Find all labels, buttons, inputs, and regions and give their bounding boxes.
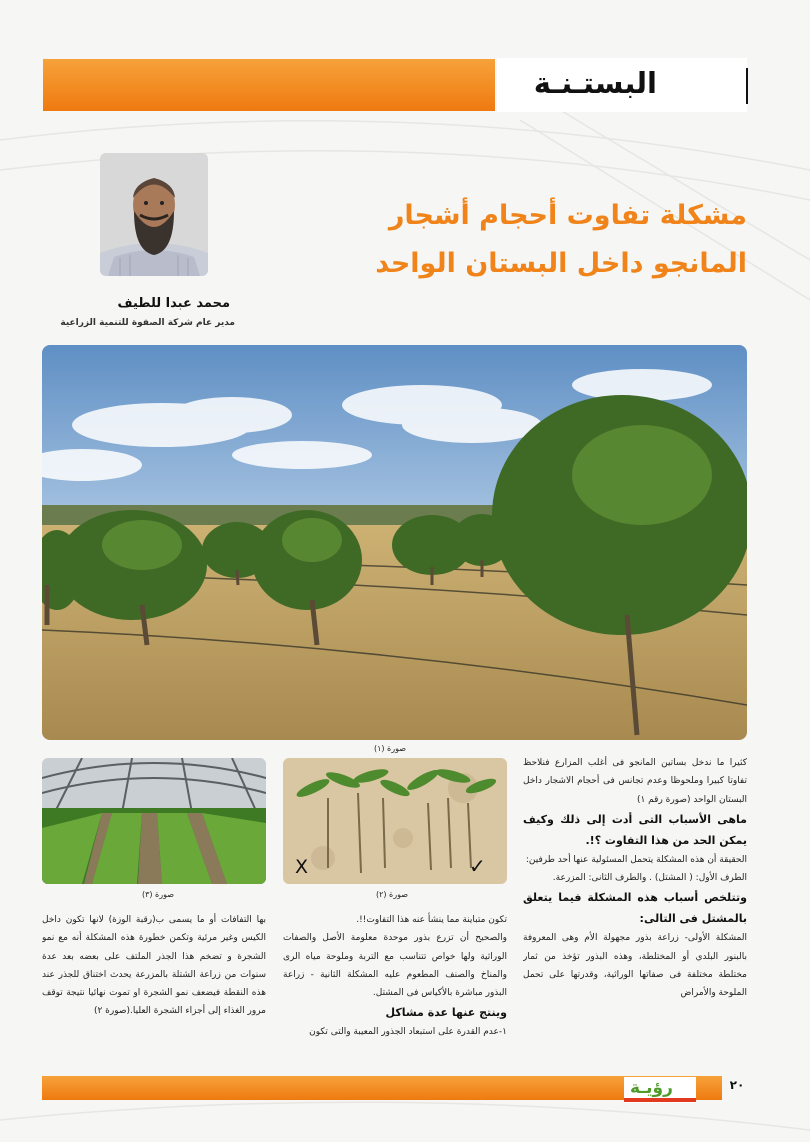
subheading: ماهى الأسباب التى أدت إلى ذلك وكيف يمكن الحد من هذا التفاوت ؟!. [523, 812, 747, 847]
article-column-right [523, 754, 747, 1064]
paragraph: والصحيح أن تزرع بذور موحدة معلومة الأصل والصفات الوراثية ولها خواص تتناسب مع التربة وملوحة مياه الرى والمناخ والصنف المطعوم عليه المشكلة الثانية - زراعة البذور مباشرة بالأكياس فى المشتل. [283, 933, 507, 999]
subheading: وتتلخص أسباب هذه المشكلة فيما يتعلق بالمشتل فى التالى: [523, 891, 747, 926]
footer-orange-bar [42, 1076, 722, 1100]
mango-orchard-photo [42, 345, 747, 740]
paragraph: بها التفافات أو ما يسمى ب(رقبة الوزة) لانها تكون داخل الكيس وغير مرئية وتكمن خطورة هذه المشكلة أنه مع نمو الشجرة و تضخم هذا الجذر الملتف على بعضه بعد عدة سنوات من زراعة الشتلة بالمزرعة يحدث اختناق للجذر عند هذه النقطة فيضعف نمو الشجرة او تموت نهائيا نتيجة توقف مرور الغذاء إلى أجزاء الشجرة العليا.(صورة ٢) [42, 915, 266, 1017]
page-number: ٢٠ [729, 1078, 745, 1092]
magazine-name: رؤيـة [630, 1078, 673, 1098]
paragraph: الطرف الأول: ( المشتل) . والطرف الثانى: المزرعة. [552, 873, 747, 884]
greenhouse-nursery-photo [42, 758, 266, 884]
article-column-left [42, 911, 266, 1061]
paragraph: الحقيقة أن هذه المشكلة يتحمل المسئولية عنها أحد طرفين: [525, 854, 747, 865]
subheading: وينتج عنها عدة مشاكل [385, 1006, 507, 1020]
author-role: مدير عام شركة الصفوة للتنمية الزراعية [60, 318, 235, 328]
paragraph: تكون متباينة مما ينشأ عنه هذا التفاوت!!. [356, 915, 507, 925]
caption-photo-2: صورة (٢) [375, 890, 409, 899]
section-header [497, 58, 747, 112]
caption-photo-1: صورة (١) [373, 744, 407, 753]
paragraph: كثيرا ما ندخل بساتين المانجو فى أغلب المزارع فنلاحظ تفاوتا كبيرا وملحوظا وعدم تجانس فى أحجام الاشجار داخل البستان الواحد (صورة رقم ١) [523, 758, 747, 805]
article-column-middle [283, 911, 507, 1061]
title-line-2: المانجو داخل البستان الواحد [375, 248, 747, 279]
author-photo [100, 153, 208, 276]
author-name: محمد عبدا للطيف [117, 296, 230, 311]
header-divider [746, 68, 748, 104]
magazine-logo [624, 1077, 696, 1103]
logo-stripe [624, 1098, 696, 1102]
section-label: البستـنـة [533, 66, 657, 100]
header-orange-bar [43, 59, 495, 111]
article-title [307, 192, 747, 288]
paragraph: ١-عدم القدرة على استبعاد الجذور المعيبة والتى تكون [309, 1027, 507, 1038]
title-line-1: مشكلة تفاوت أحجام أشجار [388, 200, 747, 231]
paragraph: المشكلة الأولى- زراعة بذور مجهولة الأم وهى المعروفة بالبنور البلدي أو المختلطة، وهذه البذور تؤخذ من ثمار مختلطة مختلفة فى صفاتها الوراثية، وقدرتها على تحمل الملوحة والأمراض [523, 933, 747, 999]
mark-check: ✓ [469, 854, 486, 878]
caption-photo-3: صورة (٣) [141, 890, 175, 899]
mark-x: X [295, 856, 309, 878]
seedlings-photo [283, 758, 507, 884]
